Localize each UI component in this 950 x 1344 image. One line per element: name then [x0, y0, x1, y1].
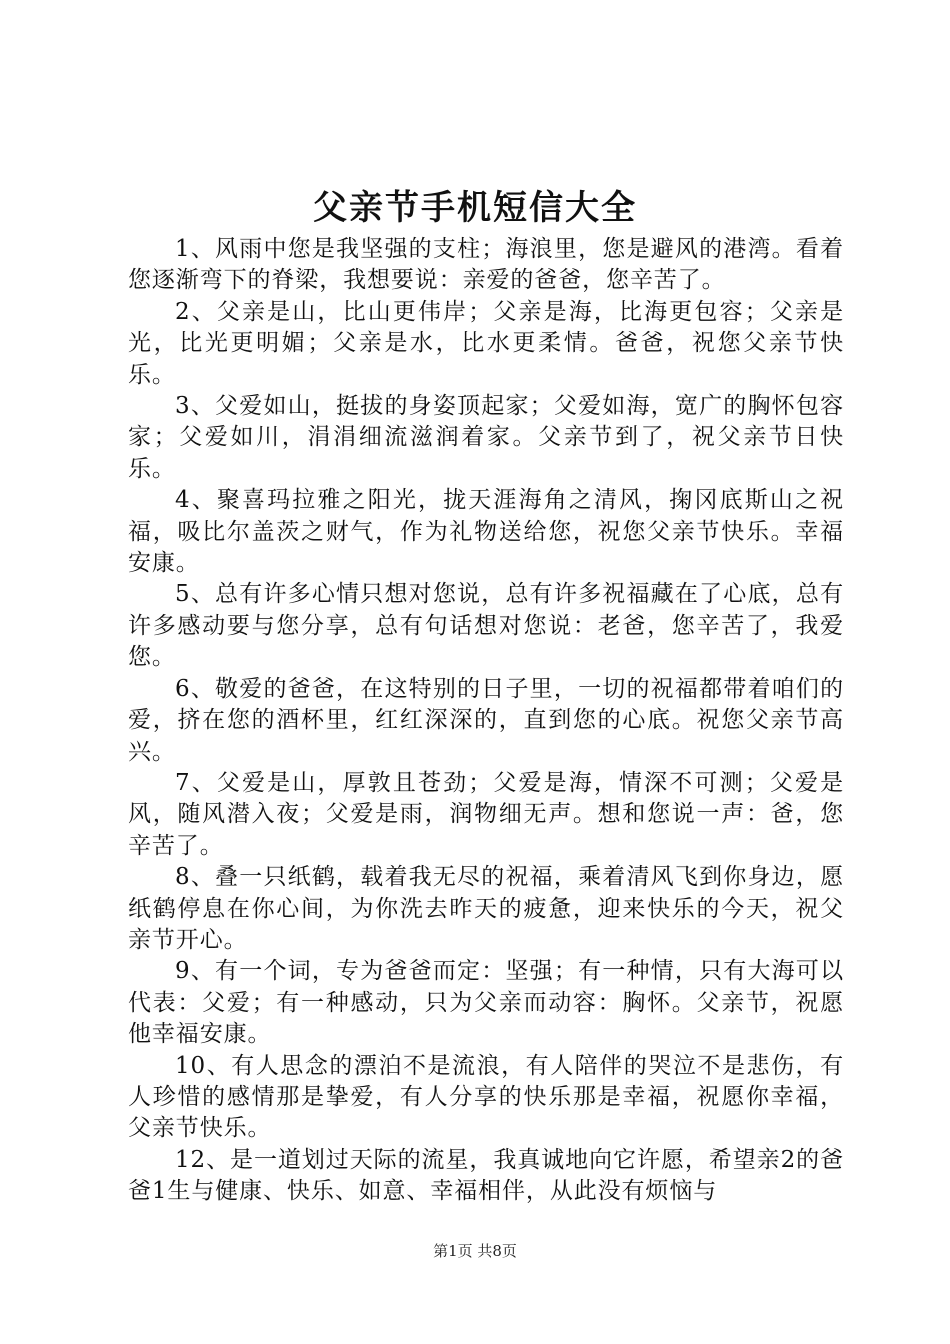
document-body: [128, 234, 844, 1208]
paragraph-6: 6、敬爱的爸爸，在这特别的日子里，一切的祝福都带着咱们的爱，挤在您的酒杯里，红红深深的，直到您的心底。祝您父亲节高兴。: [128, 675, 844, 765]
paragraph-2: 2、父亲是山，比山更伟岸；父亲是海，比海更包容；父亲是光，比光更明媚；父亲是水，比水更柔情。爸爸，祝您父亲节快乐。: [128, 298, 844, 388]
paragraph-9: 9、有一个词，专为爸爸而定：坚强；有一种情，只有大海可以代表：父爱；有一种感动，只为父亲而动容：胸怀。父亲节，祝愿他幸福安康。: [128, 958, 844, 1048]
paragraph-10: 10、有人思念的漂泊不是流浪，有人陪伴的哭泣不是悲伤，有人珍惜的感情那是挚爱，有人分享的快乐那是幸福，祝愿你幸福，父亲节快乐。: [128, 1052, 844, 1142]
paragraph-3: 3、父爱如山，挺拔的身姿顶起家；父爱如海，宽广的胸怀包容家；父爱如川，涓涓细流滋润着家。父亲节到了，祝父亲节日快乐。: [128, 393, 844, 482]
paragraph-8: 8、叠一只纸鹤，载着我无尽的祝福，乘着清风飞到你身边，愿纸鹤停息在你心间，为你洗去昨天的疲惫，迎来快乐的今天，祝父亲节开心。: [128, 864, 844, 953]
paragraph-7: 7、父爱是山，厚敦且苍劲；父爱是海，情深不可测；父爱是风，随风潜入夜；父爱是雨，润物细无声。想和您说一声：爸，您辛苦了。: [128, 769, 844, 859]
document-title: 父亲节手机短信大全: [313, 188, 637, 228]
page-footer: 第1页 共8页: [433, 1242, 517, 1260]
paragraph-1: 1、风雨中您是我坚强的支柱；海浪里，您是避风的港湾。看着您逐渐弯下的脊梁，我想要说：亲爱的爸爸，您辛苦了。: [128, 236, 844, 294]
paragraph-12: 12、是一道划过天际的流星，我真诚地向它许愿，希望亲2的爸爸1生与健康、快乐、如意、幸福相伴，从此没有烦恼与: [128, 1146, 844, 1205]
paragraph-4: 4、聚喜玛拉雅之阳光，拢天涯海角之清风，掬冈底斯山之祝福，吸比尔盖茨之财气，作为礼物送给您，祝您父亲节快乐。幸福安康。: [128, 487, 844, 577]
paragraph-5: 5、总有许多心情只想对您说，总有许多祝福藏在了心底，总有许多感动要与您分享，总有句话想对您说：老爸，您辛苦了，我爱您。: [128, 581, 844, 671]
